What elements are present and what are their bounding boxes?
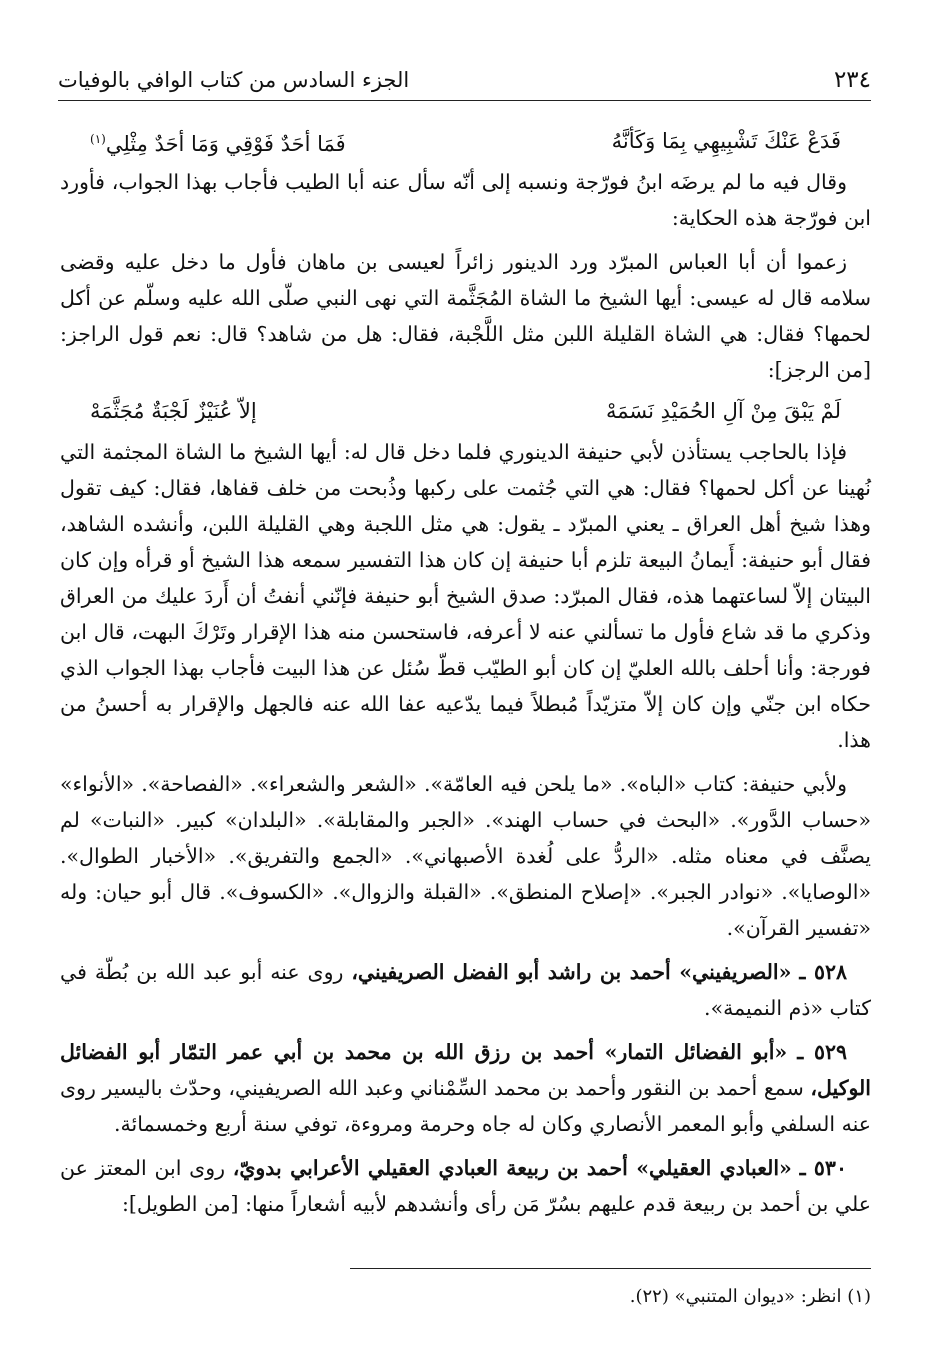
paragraph: ولأبي حنيفة: كتاب «الباه». «ما يلحن فيه العامّة». «الشعر والشعراء». «الفصاحة». «الأنواء» «حساب الدَّور». «البحث في حساب الهند». «الجبر والمقابلة». «البلدان» كبير. «النبات» لم يصنَّف في معناه مثله. «الردُّ على لُغدة الأصبهاني». «الجمع والتفريق». «الأخبار الطوال». «الوصايا». «نوادر الجبر». «إصلاح المنطق». «القبلة والزوال». «الكسوف». قال أبو حيان: وله «تفسير القرآن». [60,772,871,940]
running-title: الجزء السادس من كتاب الوافي بالوفيات [58,68,410,92]
paragraph: زعموا أن أبا العباس المبرّد ورد الدينور زائراً لعيسى بن ماهان فأول ما دخل عليه وقضى سلامه قال له عيسى: أيها الشيخ ما الشاة المُجَثَّمة التي نهى النبي صلّى الله عليه وسلّم عن أكل لحمها؟ فقال: هي الشاة القليلة اللبن مثل اللَّجْبة، فقال: هل من شاهد؟ قال: نعم قول الراجز: [من الرجز]: [60,250,871,382]
verse-hemistich-left: إلاّ عُنَيْزٌ لَجْبَةٌ مُجَثَّمَهْ [90,399,257,423]
biography-entry [60,954,871,1026]
entry-text: روى عنه أبو عبد الله بن بُطّة في كتاب «ذم النميمة». [60,960,871,1020]
entry-heading: «أبو الفضائل التمار» أحمد بن رزق الله بن محمد بن أبي عمر التمّار أبو الفضائل الوكيل، [60,1040,871,1100]
verse-hemistich-left: فَمَا أحَدٌ فَوْقِي وَمَا أحَدٌ مِثْلِي$^{(١)}$ [90,131,346,156]
entry-heading: «الصريفيني» أحمد بن راشد أبو الفضل الصريفيني، [351,960,792,984]
biography-entry [60,1150,871,1222]
biography-entry [60,1034,871,1142]
entry-number: ٥٢٨ ـ [799,960,847,984]
verse-line [60,388,871,434]
paragraph: فإذا بالحاجب يستأذن لأبي حنيفة الدينوري فلما دخل قال له: أيها الشيخ ما الشاة المجثمة التي نُهينا عن أكل لحمها؟ فقال: هي التي جُثمت على ركبها وذُبحت من خلف قفاها، فقال: كيف تقول وهذا شيخ أهل العراق ـ يعني المبرّد ـ يقول: هي مثل اللجبة وهي القليلة اللبن، وأنشده الشاهد، فقال أبو حنيفة: أَيمانُ البيعة تلزم أبا حنيفة إن كان هذا التفسير سمعه هذا الشيخ أو قرأه وإن كان البيتان إلاّ لساعتهما هذه، فقال المبرّد: صدق الشيخ أبو حنيفة فإنّني أنفتُ أن أَردَ عليك من العراق وذكري ما قد شاع فأول ما تسألني عنه لا أعرفه، فاستحسن منه هذا الإقرار وتَرْكَ البهت، قال ابن فورجة: وأنا أحلف بالله العليّ إن كان أبو الطيّب قطّ سُئل عن هذا البيت فأجاب بهذا الجواب الذي حكاه ابن جنّي وإن كان إلاّ متزيّداً مُبطلاً فيما يدّعيه عفا الله عنه فالجهل والإقرار به أحسنُ من هذا. [60,440,871,752]
main-text [60,118,871,1222]
entry-heading: «العبادي العقيلي» أحمد بن ربيعة العبادي العقيلي الأعرابي بدويّ، [232,1156,792,1180]
footnote-divider [350,1268,871,1269]
footnote: (١) انظر: «ديوان المتنبي» (٢٢). [629,1286,871,1307]
verse-hemistich-right: فَدَعْ عَنْكَ تَشْبِيهِي بِمَا وَكَأنَّهُ [611,129,841,153]
entry-text: سمع أحمد بن النقور وأحمد بن محمد السِّمْناني وعبد الله الصريفيني، وحدّث باليسير روى عنه السلفي وأبو المعمر الأنصاري وكان له جاه وحرمة ومروءة، توفي سنة أربع وخمسمائة. [60,1076,871,1136]
header-divider [58,100,871,101]
running-header [58,62,871,98]
verse-line [60,118,871,164]
footnote-marker: (١) [90,131,106,146]
verse-hemistich-right: لَمْ يَبْقَ مِنْ آلِ الحُمَيْدِ نَسَمَهْ [605,399,841,423]
entry-number: ٥٢٩ ـ [797,1040,847,1064]
page-number: ٢٣٤ [833,67,871,93]
paragraph: وقال فيه ما لم يرضَه ابنُ فورّجة ونسبه إلى أنّه سأل عنه أبا الطيب فأجاب بهذا الجواب، فأورد ابن فورّجة هذه الحكاية: [60,170,871,230]
entry-text: روى ابن المعتز عن علي بن أحمد بن ربيعة قدم عليهم بسُرّ مَن رأى وأنشدهم لأبيه أشعاراً منها: [من الطويل]: [60,1156,871,1216]
entry-number: ٥٣٠ ـ [799,1156,847,1180]
